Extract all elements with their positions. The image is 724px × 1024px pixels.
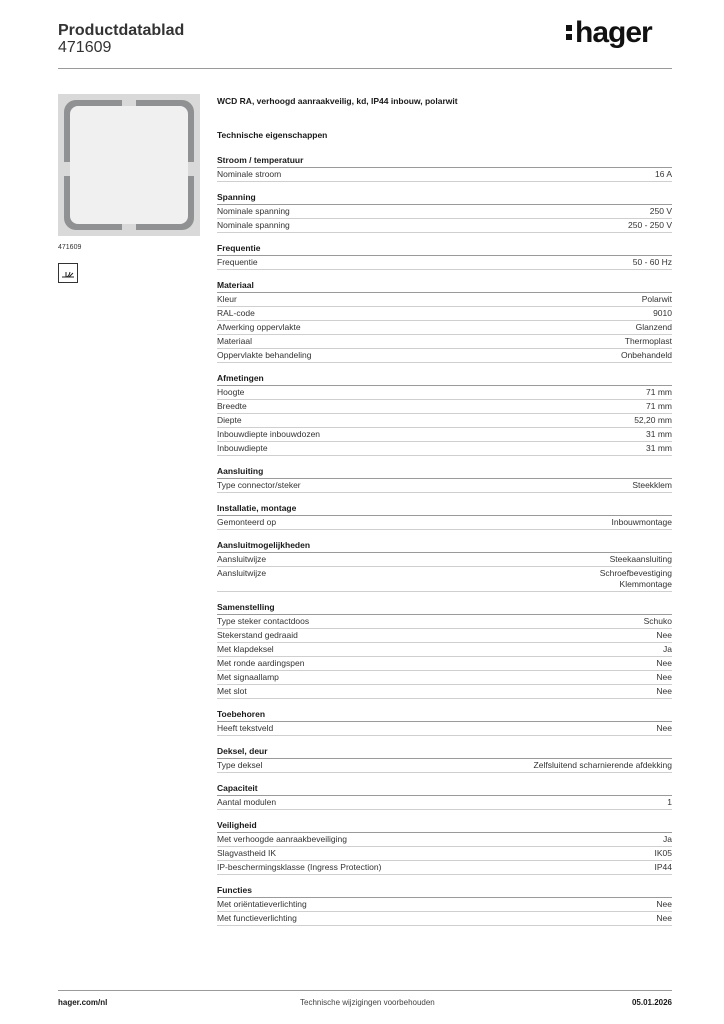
spec-row <box>217 833 672 847</box>
spec-value: IP44 <box>654 862 672 872</box>
spec-value: Steekklem <box>632 480 672 490</box>
spec-row <box>217 629 672 643</box>
spec-section-title: Stroom / temperatuur <box>217 152 672 168</box>
spec-row <box>217 321 672 335</box>
spec-label: Gemonteerd op <box>217 517 277 527</box>
spec-section <box>217 743 672 773</box>
spec-label: Met slot <box>217 686 247 696</box>
spec-label: IP-beschermingsklasse (Ingress Protection) <box>217 862 382 872</box>
spec-section-title: Capaciteit <box>217 780 672 796</box>
spec-row <box>217 349 672 363</box>
spec-row <box>217 567 672 592</box>
spec-label: Aansluitwijze <box>217 554 267 564</box>
plate-notch <box>64 162 70 176</box>
spec-section-title: Aansluitmogelijkheden <box>217 537 672 553</box>
footer-date: 05.01.2026 <box>631 998 672 1007</box>
spec-row <box>217 168 672 182</box>
spec-value: 9010 <box>653 308 672 318</box>
spec-section <box>217 817 672 875</box>
spec-value: Thermoplast <box>624 336 672 346</box>
spec-value: 250 V <box>649 206 672 216</box>
spec-value: IK05 <box>654 848 672 858</box>
logo-text: hager <box>575 16 652 49</box>
spec-value: Zelfsluitend scharnierende afdekking <box>533 760 672 770</box>
spec-section-title: Frequentie <box>217 240 672 256</box>
plate-notch <box>122 224 136 230</box>
spec-label: Met ronde aardingspen <box>217 658 305 668</box>
spec-value: 71 mm <box>646 401 672 411</box>
spec-section-title: Materiaal <box>217 277 672 293</box>
spec-value: 250 - 250 V <box>628 220 672 230</box>
spec-row <box>217 898 672 912</box>
logo-dots-icon <box>566 22 572 43</box>
spec-label: RAL-code <box>217 308 255 318</box>
spec-row <box>217 205 672 219</box>
spec-row <box>217 293 672 307</box>
spec-value: Nee <box>656 672 672 682</box>
spec-label: Afwerking oppervlakte <box>217 322 301 332</box>
spec-row <box>217 219 672 233</box>
spec-label: Slagvastheid IK <box>217 848 277 858</box>
spec-section-title: Functies <box>217 882 672 898</box>
spec-label: Oppervlakte behandeling <box>217 350 312 360</box>
tech-heading: Technische eigenschappen <box>217 130 328 140</box>
spec-label: Stekerstand gedraaid <box>217 630 298 640</box>
spec-section <box>217 500 672 530</box>
spec-value: 31 mm <box>646 429 672 439</box>
header-title: Productdatablad <box>58 22 185 39</box>
spec-row <box>217 657 672 671</box>
socket-plate <box>64 100 194 230</box>
spec-label: Inbouwdiepte inbouwdozen <box>217 429 321 439</box>
spec-row <box>217 722 672 736</box>
spec-value: Nee <box>656 686 672 696</box>
spec-section-title: Afmetingen <box>217 370 672 386</box>
spec-row <box>217 759 672 773</box>
spec-section-title: Veiligheid <box>217 817 672 833</box>
spec-label: Type deksel <box>217 760 263 770</box>
spec-value: 31 mm <box>646 443 672 453</box>
spec-label: Breedte <box>217 401 247 411</box>
spec-value: 52,20 mm <box>634 415 672 425</box>
spec-value: Glanzend <box>635 322 672 332</box>
plate-notch <box>122 100 136 106</box>
spec-section <box>217 240 672 270</box>
spec-value: 16 A <box>654 169 672 179</box>
footer-website: hager.com/nl <box>58 998 108 1007</box>
product-image <box>58 94 200 236</box>
spec-row <box>217 671 672 685</box>
spec-value: 1 <box>667 797 672 807</box>
spec-value: 71 mm <box>646 387 672 397</box>
spec-row <box>217 479 672 493</box>
spec-row <box>217 307 672 321</box>
spec-section <box>217 277 672 363</box>
spec-row <box>217 256 672 270</box>
spec-row <box>217 335 672 349</box>
spec-section-title: Samenstelling <box>217 599 672 615</box>
spec-row <box>217 861 672 875</box>
spec-label: Heeft tekstveld <box>217 723 274 733</box>
spec-label: Aansluitwijze <box>217 568 267 578</box>
spec-section <box>217 463 672 493</box>
spec-row <box>217 414 672 428</box>
spec-section <box>217 370 672 456</box>
spec-value: 50 - 60 Hz <box>632 257 672 267</box>
spec-section-title: Deksel, deur <box>217 743 672 759</box>
spec-section-title: Aansluiting <box>217 463 672 479</box>
spec-row <box>217 643 672 657</box>
spec-label: Type connector/steker <box>217 480 301 490</box>
spec-value: Nee <box>656 913 672 923</box>
spec-section <box>217 152 672 182</box>
spec-value: Schuko <box>643 616 672 626</box>
product-code-label: 471609 <box>58 244 82 251</box>
spec-value: Inbouwmontage <box>611 517 672 527</box>
spec-table <box>217 152 672 933</box>
spec-label: Hoogte <box>217 387 245 397</box>
spec-section <box>217 780 672 810</box>
spec-label: Nominale spanning <box>217 220 290 230</box>
hager-logo <box>566 16 652 50</box>
spec-label: Met klapdeksel <box>217 644 274 654</box>
socket-symbol-icon <box>58 263 78 283</box>
spec-section <box>217 882 672 926</box>
footer-notice: Technische wijzigingen voorbehouden <box>300 998 435 1007</box>
spec-label: Nominale stroom <box>217 169 282 179</box>
spec-label: Met verhoogde aanraakbeveiliging <box>217 834 347 844</box>
spec-value: Nee <box>656 630 672 640</box>
spec-row <box>217 516 672 530</box>
spec-section-title: Toebehoren <box>217 706 672 722</box>
spec-label: Inbouwdiepte <box>217 443 268 453</box>
spec-row <box>217 386 672 400</box>
spec-row <box>217 615 672 629</box>
spec-value: Nee <box>656 899 672 909</box>
spec-row <box>217 442 672 456</box>
spec-label: Aantal modulen <box>217 797 277 807</box>
spec-value: Schroefbevestiging Klemmontage <box>599 568 672 589</box>
spec-label: Diepte <box>217 415 242 425</box>
spec-section <box>217 706 672 736</box>
spec-row <box>217 428 672 442</box>
spec-label: Met signaallamp <box>217 672 279 682</box>
spec-value: Polarwit <box>641 294 672 304</box>
spec-row <box>217 553 672 567</box>
spec-section <box>217 189 672 233</box>
spec-value: Ja <box>663 644 672 654</box>
spec-value: Onbehandeld <box>620 350 672 360</box>
plate-notch <box>188 162 194 176</box>
spec-section <box>217 537 672 592</box>
socket-cover <box>70 106 188 224</box>
spec-section <box>217 599 672 699</box>
spec-label: Type steker contactdoos <box>217 616 310 626</box>
spec-row <box>217 400 672 414</box>
spec-label: Nominale spanning <box>217 206 290 216</box>
spec-value: Nee <box>656 658 672 668</box>
spec-label: Met functieverlichting <box>217 913 297 923</box>
spec-label: Met oriëntatieverlichting <box>217 899 307 909</box>
spec-section-title: Installatie, montage <box>217 500 672 516</box>
spec-value: Steekaansluiting <box>609 554 672 564</box>
spec-label: Materiaal <box>217 336 252 346</box>
spec-row <box>217 847 672 861</box>
spec-row <box>217 685 672 699</box>
header-product-number: 471609 <box>58 39 112 56</box>
spec-row <box>217 796 672 810</box>
spec-section-title: Spanning <box>217 189 672 205</box>
header-divider <box>58 68 672 69</box>
spec-row <box>217 912 672 926</box>
spec-label: Frequentie <box>217 257 258 267</box>
product-description: WCD RA, verhoogd aanraakveilig, kd, IP44 inbouw, polarwit <box>217 96 458 106</box>
spec-value: Ja <box>663 834 672 844</box>
spec-label: Kleur <box>217 294 237 304</box>
footer-divider <box>58 990 672 991</box>
spec-value: Nee <box>656 723 672 733</box>
